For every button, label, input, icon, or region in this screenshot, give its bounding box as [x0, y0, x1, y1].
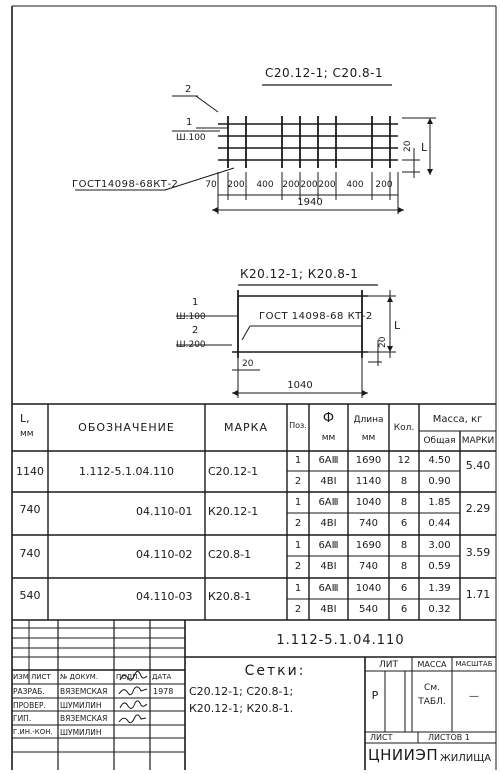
- drawing2-dim-L: L: [394, 319, 401, 332]
- drawing2-leader-1-spacing: Ш.100: [176, 312, 206, 322]
- table-length: 740: [358, 561, 379, 572]
- table-phi: 4ВI: [320, 604, 337, 615]
- sheet-subtitle-2: К20.12-1; К20.8-1.: [189, 702, 294, 715]
- drawing2-leader-2-spacing: Ш.200: [176, 340, 206, 350]
- sheet-subtitle-1: С20.12-1; С20.8-1;: [189, 685, 294, 698]
- table-mass: 3.00: [428, 540, 451, 551]
- table-mass: 1.39: [428, 583, 451, 594]
- table-phi: 6АⅢ: [318, 455, 339, 466]
- stamp-masshtab-label: МАСШТАБ: [455, 660, 493, 668]
- stamp-role: РАЗРАБ.: [13, 687, 45, 696]
- stamp-massa-label: МАССА: [417, 660, 447, 669]
- drawing1-dim-5: 200: [300, 180, 318, 190]
- header-qty: Кол.: [393, 423, 415, 433]
- table-mass: 0.44: [428, 518, 451, 529]
- drawing1-dim-8: 200: [375, 180, 393, 190]
- stamp-name: ВЯЗЕМСКАЯ: [60, 687, 108, 696]
- table-phi: 6АⅢ: [318, 583, 339, 594]
- table-phi: 4ВI: [320, 476, 337, 487]
- drawing1-dim-L: L: [421, 141, 428, 154]
- header-L-unit: мм: [20, 429, 34, 439]
- table-pos: 1: [294, 455, 302, 466]
- table-mass-mark: 1.71: [465, 588, 491, 601]
- header-phi: Ф: [322, 411, 335, 426]
- drawing1-dim-7: 400: [346, 180, 364, 190]
- table-mass: 0.59: [428, 561, 451, 572]
- stamp-name: ШУМИЛИН: [60, 728, 102, 737]
- table-pos: 1: [294, 497, 302, 508]
- drawing1-gost-label: ГОСТ14098-68КТ-2: [72, 179, 179, 190]
- table-mass-mark: 3.59: [465, 546, 491, 559]
- table-phi: 6АⅢ: [318, 540, 339, 551]
- header-mass-mark: МАРКИ: [461, 436, 495, 446]
- header-mass: Масса, кг: [432, 414, 483, 425]
- table-L: 1140: [16, 465, 44, 478]
- stamp-role: ГИП.: [13, 714, 32, 723]
- table-length: 1690: [355, 540, 382, 551]
- stamp-header-izm: ИЗМ: [13, 673, 29, 681]
- table-mass: 0.32: [428, 604, 451, 615]
- table-pos: 2: [294, 561, 302, 572]
- table-length: 740: [358, 518, 379, 529]
- stamp-name: ШУМИЛИН: [60, 701, 102, 710]
- table-qty: 6: [400, 518, 408, 529]
- table-designation: 04.110-01: [136, 505, 193, 518]
- table-length: 1040: [355, 583, 382, 594]
- drawing1-dim-3: 400: [256, 180, 274, 190]
- drawing1-total-length: 1940: [297, 197, 323, 208]
- header-mass-total: Общая: [423, 436, 456, 446]
- table-mass: 1.85: [428, 497, 451, 508]
- table-mark: К20.12-1: [208, 505, 259, 518]
- header-length-unit: мм: [361, 433, 376, 443]
- table-L: 540: [19, 589, 41, 602]
- drawing2-dim-20-vertical: 20: [378, 336, 388, 348]
- stamp-header-doc: № ДОКУМ.: [60, 673, 98, 681]
- table-mark: С20.12-1: [208, 465, 259, 478]
- header-mark: МАРКА: [224, 421, 268, 434]
- table-mark: С20.8-1: [208, 548, 252, 561]
- table-mark: К20.8-1: [208, 590, 252, 603]
- drawing1-leader-1-spacing: Ш.100: [176, 133, 206, 143]
- stamp-header-sign: ПОДП.: [116, 673, 140, 681]
- drawing2-gost-label: ГОСТ 14098-68 КТ-2: [259, 311, 373, 322]
- table-pos: 2: [294, 518, 302, 529]
- stamp-header-list: ЛИСТ: [31, 673, 51, 681]
- stamp-name: ВЯЗЕМСКАЯ: [60, 714, 108, 723]
- organization-name: ЦНИИЭП: [368, 746, 439, 764]
- stamp-lit-label: ЛИТ: [379, 660, 398, 670]
- table-qty: 8: [400, 476, 408, 487]
- table-qty: 8: [400, 561, 408, 572]
- table-L: 740: [19, 503, 41, 516]
- table-pos: 2: [294, 476, 302, 487]
- table-mass: 4.50: [428, 455, 451, 466]
- table-length: 1140: [355, 476, 382, 487]
- drawing2-title: К20.12-1; К20.8-1: [240, 267, 359, 281]
- table-mass-mark: 2.29: [465, 502, 491, 515]
- drawing2-leader-2: 2: [192, 325, 199, 336]
- table-qty: 6: [400, 604, 408, 615]
- drawing1-dim-4: 200: [282, 180, 300, 190]
- table-phi: 4ВI: [320, 561, 337, 572]
- header-designation: ОБОЗНАЧЕНИЕ: [78, 421, 175, 434]
- organization-suffix: ЖИЛИЩА: [440, 753, 492, 764]
- header-L: L,: [20, 412, 30, 425]
- stamp-header-date: ДАТА: [152, 673, 172, 681]
- table-qty: 8: [400, 497, 408, 508]
- stamp-role: ПРОВЕР.: [13, 701, 46, 710]
- table-pos: 1: [294, 583, 302, 594]
- table-pos: 1: [294, 540, 302, 551]
- stamp-lit-value: Р: [371, 689, 379, 702]
- sheet-title: Сетки:: [244, 663, 306, 679]
- drawing1-dim-20: 20: [403, 140, 413, 152]
- table-qty: 8: [400, 540, 408, 551]
- table-length: 1040: [355, 497, 382, 508]
- table-mass: 0.90: [428, 476, 451, 487]
- stamp-role: Г.ИН.-КОН.: [13, 728, 53, 736]
- stamp-massa-value-1: См.: [424, 683, 440, 693]
- table-L: 740: [19, 547, 41, 560]
- table-designation: 1.112-5.1.04.110: [79, 465, 174, 478]
- table-designation: 04.110-03: [136, 590, 193, 603]
- document-code: 1.112-5.1.04.110: [276, 633, 405, 648]
- header-phi-unit: мм: [321, 433, 336, 443]
- table-length: 540: [358, 604, 379, 615]
- stamp-date: 1978: [153, 687, 174, 696]
- stamp-listov-label: ЛИСТОВ 1: [428, 733, 470, 742]
- drawing2-dim-20-horizontal: 20: [242, 359, 254, 369]
- drawing1-dim-6: 200: [318, 180, 336, 190]
- table-designation: 04.110-02: [136, 548, 193, 561]
- header-pos: Поз.: [289, 421, 307, 430]
- drawing1-dim-2: 200: [227, 180, 245, 190]
- table-qty: 6: [400, 583, 408, 594]
- stamp-list-label: ЛИСТ: [370, 733, 393, 742]
- drawing2-total-length: 1040: [287, 380, 313, 391]
- drawing1-leader-1: 1: [186, 117, 193, 128]
- table-phi: 4ВI: [320, 518, 337, 529]
- stamp-massa-value-2: ТАБЛ.: [418, 697, 446, 707]
- stamp-masshtab-value: —: [469, 691, 479, 702]
- table-phi: 6АⅢ: [318, 497, 339, 508]
- table-pos: 2: [294, 604, 302, 615]
- drawing1-title: С20.12-1; С20.8-1: [265, 66, 384, 80]
- drawing2-leader-1: 1: [192, 297, 199, 308]
- table-qty: 12: [397, 455, 411, 466]
- table-mass-mark: 5.40: [465, 459, 491, 472]
- header-length: Длина: [353, 415, 384, 425]
- table-length: 1690: [355, 455, 382, 466]
- drawing1-dim-1: 70: [205, 180, 217, 190]
- drawing1-leader-2: 2: [185, 84, 192, 95]
